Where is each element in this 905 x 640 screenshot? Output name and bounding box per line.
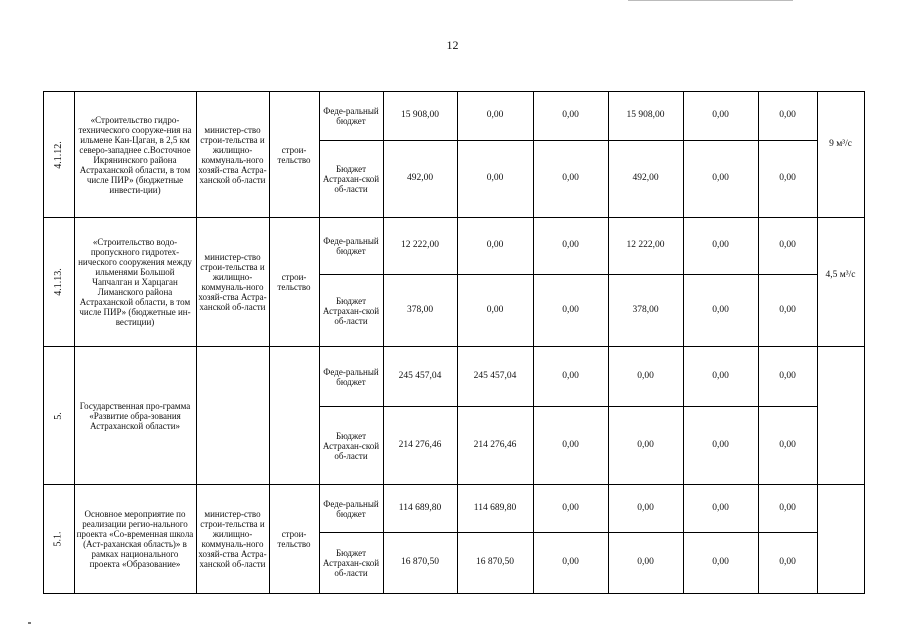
scan-mark (28, 622, 31, 624)
capacity-cell (817, 347, 864, 485)
value-cell: 0,00 (683, 533, 758, 594)
row-number-cell (44, 347, 75, 485)
page-number: 12 (446, 38, 459, 52)
value-cell: 0,00 (758, 275, 817, 347)
value-cell: 16 870,50 (457, 533, 533, 594)
value-cell: 0,00 (683, 141, 758, 218)
value-cell: 214 276,46 (457, 407, 533, 485)
row-number: 4.1.12. (52, 140, 64, 169)
funding-source: Феде-ральный бюджет (319, 347, 383, 407)
measure-name: Государственная про-грамма «Развитие обра-зования Астраханской области» (74, 347, 196, 485)
funding-source: Бюджет Астрахан-ской об-ласти (319, 533, 383, 594)
funding-source: Бюджет Астрахан-ской об-ласти (319, 141, 383, 218)
value-cell: 0,00 (608, 407, 683, 485)
value-cell: 0,00 (758, 141, 817, 218)
value-cell: 0,00 (533, 407, 608, 485)
value-cell: 0,00 (758, 92, 817, 141)
capacity-value: 9 м³/с (829, 138, 852, 149)
value-cell: 0,00 (758, 347, 817, 407)
row-number: 4.1.13. (52, 268, 64, 296)
value-cell: 0,00 (758, 407, 817, 485)
value-cell: 0,00 (758, 218, 817, 275)
value-cell: 0,00 (683, 218, 758, 275)
value-cell: 12 222,00 (608, 218, 683, 275)
value-cell: 0,00 (683, 275, 758, 347)
row-number: 5.1. (52, 531, 64, 547)
value-cell: 0,00 (683, 407, 758, 485)
value-cell: 0,00 (608, 533, 683, 594)
value-cell: 0,00 (758, 485, 817, 533)
value-cell: 0,00 (457, 141, 533, 218)
funding-source: Бюджет Астрахан-ской об-ласти (319, 275, 383, 347)
measure-name: «Строительство водо-пропускного гидротех-нического сооружения между ильменями Большой Чапчалган и Харцаган Лиманского района Астраханской области, в том числе ПИР» (бюджетные ин-вестиции) (74, 218, 196, 347)
responsible-organization: министер-ство строи-тельства и жилищно-коммуналь-ного хозяй-ства Астра-ханской об-ласти (196, 485, 269, 594)
capacity-cell (817, 218, 864, 347)
value-cell: 16 870,50 (383, 533, 457, 594)
value-cell: 0,00 (758, 533, 817, 594)
value-cell: 214 276,46 (383, 407, 457, 485)
measure-name: «Строительство гидро-технического сооруже-ния на ильмене Кан-Цаган, в 2,5 км северо-западнее с.Восточное Икрянинского района Астраханской области, в том числе ПИР» (бюджетные инвести-ции) (74, 92, 196, 218)
row-number-cell (44, 218, 75, 347)
value-cell: 0,00 (533, 533, 608, 594)
value-cell: 0,00 (457, 92, 533, 141)
responsible-organization: министер-ство строи-тельства и жилищно-коммуналь-ного хозяй-ства Астра-ханской об-ласти (196, 92, 269, 218)
value-cell: 15 908,00 (383, 92, 457, 141)
value-cell: 114 689,80 (383, 485, 457, 533)
value-cell: 15 908,00 (608, 92, 683, 141)
value-cell: 492,00 (383, 141, 457, 218)
funding-source: Феде-ральный бюджет (319, 92, 383, 141)
value-cell: 114 689,80 (457, 485, 533, 533)
capacity-cell (817, 485, 864, 594)
value-cell: 0,00 (457, 218, 533, 275)
value-cell: 0,00 (683, 485, 758, 533)
capacity-value: 4,5 м³/с (825, 270, 856, 281)
value-cell: 0,00 (533, 92, 608, 141)
value-cell: 0,00 (608, 347, 683, 407)
value-cell: 378,00 (383, 275, 457, 347)
value-cell: 0,00 (533, 218, 608, 275)
responsible-organization (196, 347, 269, 485)
value-cell: 0,00 (608, 485, 683, 533)
value-cell: 0,00 (533, 141, 608, 218)
activity-type: строи-тельство (269, 485, 319, 594)
value-cell: 0,00 (533, 485, 608, 533)
capacity-cell (817, 92, 864, 218)
row-number-cell (44, 92, 75, 218)
value-cell: 12 222,00 (383, 218, 457, 275)
value-cell: 0,00 (533, 275, 608, 347)
table-body (44, 92, 865, 594)
activity-type (269, 347, 319, 485)
table-row (44, 218, 865, 275)
table-row (44, 347, 865, 407)
funding-source: Феде-ральный бюджет (319, 485, 383, 533)
table-row (44, 92, 865, 141)
value-cell: 378,00 (608, 275, 683, 347)
measure-name: Основное мероприятие по реализации регио-нального проекта «Со-временная школа (Аст-раханская область)» в рамках национального проекта «Образование» (74, 485, 196, 594)
value-cell: 245 457,04 (457, 347, 533, 407)
row-number-cell (44, 485, 75, 594)
value-cell: 0,00 (683, 92, 758, 141)
value-cell: 245 457,04 (383, 347, 457, 407)
value-cell: 0,00 (457, 275, 533, 347)
activity-type: строи-тельство (269, 92, 319, 218)
value-cell: 492,00 (608, 141, 683, 218)
funding-table (43, 91, 865, 594)
top-rule (628, 0, 793, 1)
value-cell: 0,00 (533, 347, 608, 407)
responsible-organization: министер-ство строи-тельства и жилищно-коммуналь-ного хозяй-ства Астра-ханской об-ласти (196, 218, 269, 347)
value-cell: 0,00 (683, 347, 758, 407)
funding-source: Феде-ральный бюджет (319, 218, 383, 275)
row-number: 5. (52, 411, 64, 420)
table-row (44, 485, 865, 533)
funding-source: Бюджет Астрахан-ской об-ласти (319, 407, 383, 485)
activity-type: строи-тельство (269, 218, 319, 347)
